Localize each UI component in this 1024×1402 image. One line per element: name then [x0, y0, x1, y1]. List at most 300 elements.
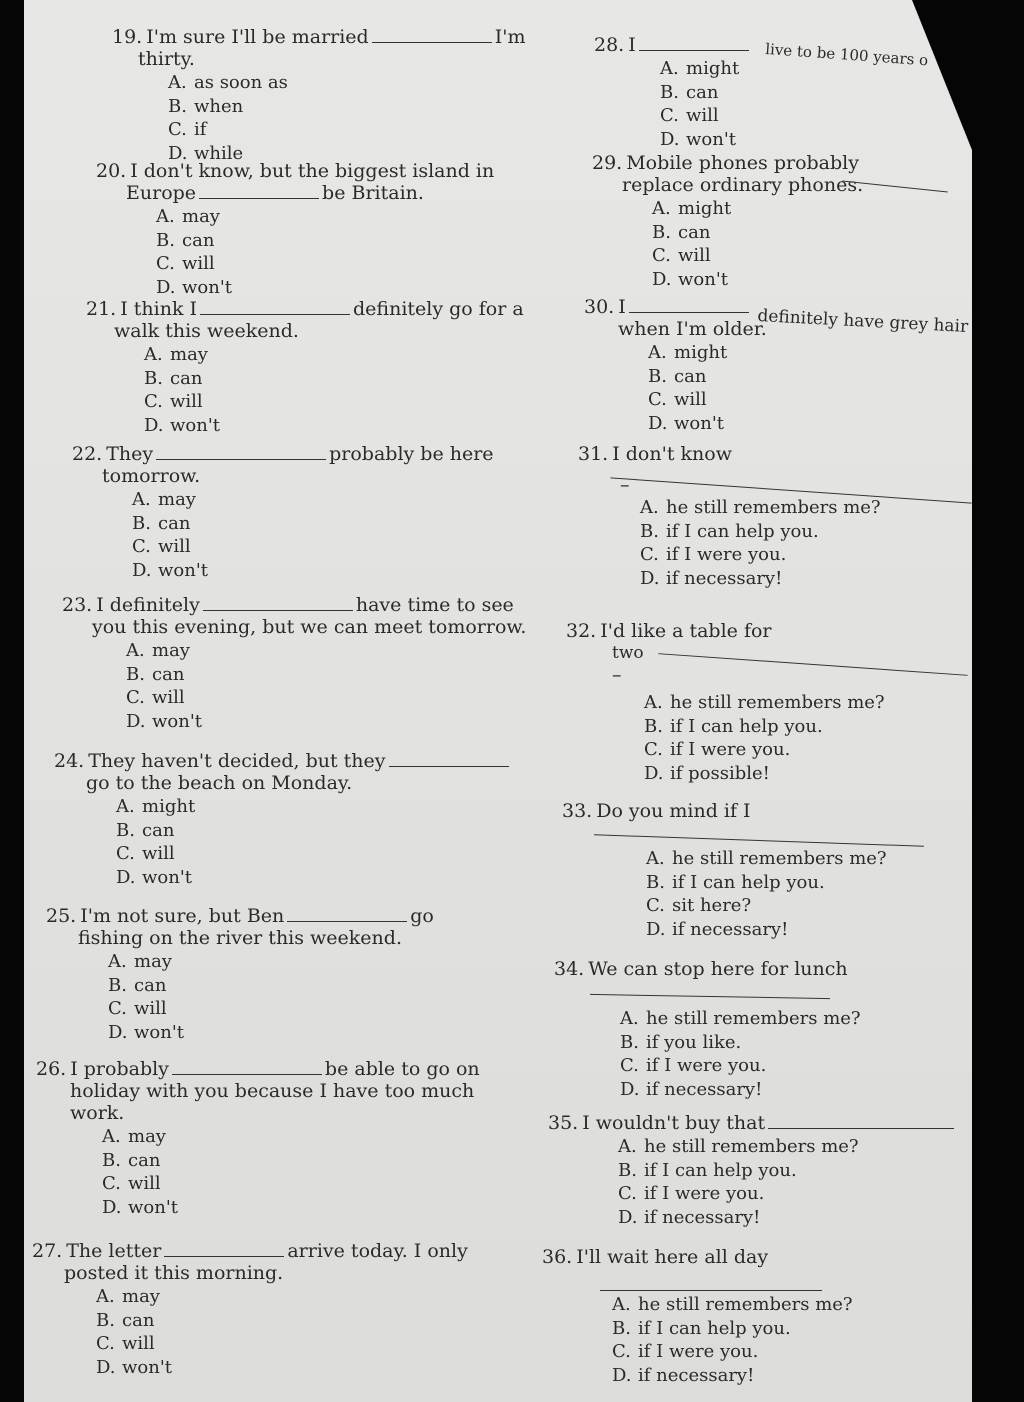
- option-c[interactable]: [126, 687, 526, 711]
- option-a[interactable]: [646, 848, 887, 872]
- question-text-continued: work.: [70, 1102, 125, 1124]
- option-text: can: [158, 512, 191, 534]
- option-text: if I can help you.: [672, 871, 825, 893]
- option-a[interactable]: [102, 1126, 480, 1150]
- answer-blank[interactable]: [600, 1290, 822, 1291]
- option-c[interactable]: [168, 119, 525, 143]
- option-b[interactable]: [108, 975, 434, 999]
- option-letter: A.: [116, 796, 135, 817]
- option-text: if I can help you.: [670, 715, 823, 737]
- option-letter: A.: [644, 692, 663, 713]
- question-30: [584, 296, 767, 436]
- option-text: might: [678, 198, 732, 219]
- question-36: [542, 1246, 853, 1388]
- option-d[interactable]: [620, 1079, 861, 1103]
- option-text: won't: [122, 1356, 173, 1378]
- answer-blank[interactable]: [172, 1060, 322, 1075]
- option-letter: C.: [156, 253, 175, 274]
- options: [578, 497, 881, 591]
- option-c[interactable]: [644, 739, 885, 763]
- option-text: if necessary!: [666, 567, 783, 589]
- question-text: Europe: [126, 182, 197, 204]
- option-d[interactable]: [102, 1197, 480, 1221]
- question-text: arrive today. I only: [287, 1240, 468, 1262]
- option-c[interactable]: [132, 536, 494, 560]
- question-number: 36.: [542, 1246, 573, 1268]
- question-number: 25.: [46, 905, 77, 927]
- option-d[interactable]: [144, 415, 524, 439]
- option-letter: D.: [646, 918, 666, 940]
- question-text: definitely have grey hair: [756, 306, 969, 338]
- question-25: [46, 905, 434, 1045]
- question-text: The letter: [66, 1240, 162, 1262]
- option-letter: B.: [132, 512, 151, 534]
- option-letter: B.: [116, 819, 135, 841]
- option-letter: D.: [168, 142, 188, 164]
- option-text: won't: [128, 1196, 179, 1218]
- question-text: I'm: [494, 26, 526, 48]
- option-text: might: [142, 796, 196, 817]
- option-letter: A.: [126, 640, 145, 661]
- options: [54, 796, 512, 890]
- answer-blank[interactable]: [287, 907, 407, 922]
- option-b[interactable]: [620, 1032, 861, 1056]
- question-text: I think I: [120, 298, 198, 320]
- option-letter: C.: [102, 1173, 121, 1194]
- option-a[interactable]: [648, 342, 767, 366]
- option-letter: B.: [644, 715, 663, 737]
- answer-blank[interactable]: [639, 36, 749, 51]
- option-letter: C.: [640, 544, 659, 565]
- question-27: [32, 1240, 468, 1380]
- option-text: will: [674, 389, 707, 410]
- option-text: won't: [134, 1021, 185, 1043]
- option-letter: D.: [144, 414, 164, 436]
- question-text: definitely go for a: [353, 298, 524, 320]
- question-text: We can stop here for lunch: [588, 958, 848, 980]
- answer-blank[interactable]: [164, 1242, 284, 1257]
- question-text-continued: replace ordinary phones.: [622, 174, 864, 196]
- option-text: he still remembers me?: [646, 1008, 861, 1029]
- option-text: as soon as: [194, 72, 288, 93]
- question-text: be able to go on: [324, 1058, 480, 1080]
- option-d[interactable]: [612, 1365, 853, 1389]
- question-text: They: [106, 443, 154, 465]
- option-text: if I were you.: [666, 544, 787, 565]
- option-text: can: [128, 1149, 161, 1171]
- option-letter: D.: [618, 1206, 638, 1228]
- option-a[interactable]: [156, 206, 494, 230]
- option-b[interactable]: [644, 716, 885, 740]
- answer-blank[interactable]: [372, 28, 492, 43]
- option-a[interactable]: [620, 1008, 861, 1032]
- question-text: I wouldn't buy that: [582, 1112, 766, 1134]
- question-number: 22.: [72, 443, 103, 465]
- option-c[interactable]: [648, 389, 767, 413]
- option-letter: A.: [156, 206, 175, 227]
- option-text: if: [194, 119, 207, 140]
- question-number: 35.: [548, 1112, 579, 1134]
- option-letter: A.: [132, 489, 151, 510]
- option-letter: B.: [108, 974, 127, 996]
- option-text: won't: [152, 710, 203, 732]
- option-letter: D.: [156, 276, 176, 298]
- option-text: if necessary!: [644, 1206, 761, 1228]
- option-text: he still remembers me?: [638, 1294, 853, 1315]
- option-letter: B.: [652, 221, 671, 243]
- question-text: Do you mind if I: [596, 800, 751, 822]
- option-text: will: [152, 687, 185, 708]
- option-a[interactable]: [168, 72, 525, 96]
- option-letter: D.: [660, 128, 680, 150]
- option-letter: B.: [620, 1031, 639, 1053]
- dash-mark: –: [612, 664, 622, 686]
- question-text: I'd like a table for: [600, 620, 772, 642]
- option-letter: A.: [646, 848, 665, 869]
- question-number: 27.: [32, 1240, 63, 1262]
- option-d[interactable]: [648, 413, 767, 437]
- option-text: if I can help you.: [638, 1317, 791, 1339]
- option-b[interactable]: [102, 1150, 480, 1174]
- option-a[interactable]: [618, 1136, 957, 1160]
- question-number: 34.: [554, 958, 585, 980]
- option-letter: B.: [640, 520, 659, 542]
- option-c[interactable]: [144, 391, 524, 415]
- option-text: can: [122, 1309, 155, 1331]
- question-text: I'll wait here all day: [576, 1246, 769, 1268]
- option-text: if I were you.: [670, 739, 791, 760]
- option-text: will: [678, 245, 711, 266]
- option-c[interactable]: [618, 1183, 957, 1207]
- option-a[interactable]: [126, 640, 526, 664]
- option-letter: C.: [144, 391, 163, 412]
- question-19: [112, 26, 525, 166]
- option-text: will: [128, 1173, 161, 1194]
- option-c[interactable]: [96, 1333, 468, 1357]
- question-23: [62, 594, 526, 734]
- question-text-continued: two: [612, 643, 644, 663]
- option-a[interactable]: [96, 1286, 468, 1310]
- option-letter: B.: [660, 81, 679, 103]
- answer-blank[interactable]: [389, 752, 509, 767]
- option-text: might: [686, 58, 740, 79]
- answer-blank[interactable]: [629, 298, 749, 313]
- question-text: I'm not sure, but Ben: [80, 905, 285, 927]
- option-letter: D.: [96, 1356, 116, 1378]
- option-text: will: [134, 998, 167, 1019]
- option-text: if I can help you.: [644, 1159, 797, 1181]
- options: [594, 58, 752, 152]
- option-d[interactable]: [640, 568, 881, 592]
- answer-blank[interactable]: [156, 445, 326, 460]
- option-letter: D.: [652, 268, 672, 290]
- option-letter: B.: [646, 871, 665, 893]
- question-number: 29.: [592, 152, 623, 174]
- option-text: he still remembers me?: [672, 848, 887, 869]
- question-number: 26.: [36, 1058, 67, 1080]
- option-a[interactable]: [132, 489, 494, 513]
- option-b[interactable]: [660, 82, 752, 106]
- options: [592, 198, 863, 292]
- option-letter: C.: [646, 895, 665, 916]
- options: [62, 640, 526, 734]
- option-text: will: [158, 536, 191, 557]
- option-text: may: [152, 640, 190, 661]
- option-a[interactable]: [116, 796, 512, 820]
- question-number: 31.: [578, 443, 609, 465]
- question-number: 30.: [584, 296, 615, 318]
- option-letter: C.: [618, 1183, 637, 1204]
- option-a[interactable]: [660, 58, 752, 82]
- option-text: he still remembers me?: [644, 1136, 859, 1157]
- option-text: can: [686, 81, 719, 103]
- option-d[interactable]: [116, 867, 512, 891]
- question-35: [548, 1112, 957, 1230]
- option-letter: A.: [652, 198, 671, 219]
- option-text: can: [678, 221, 711, 243]
- question-text: I don't know, but the biggest island in: [130, 160, 495, 182]
- question-text: go: [410, 905, 434, 927]
- option-text: won't: [686, 128, 737, 150]
- question-text: be Britain.: [322, 182, 424, 204]
- options: [32, 1286, 468, 1380]
- option-text: won't: [674, 412, 725, 434]
- question-26: [36, 1058, 480, 1220]
- question-text-continued: fishing on the river this weekend.: [78, 927, 402, 949]
- option-b[interactable]: [144, 368, 524, 392]
- option-text: if necessary!: [646, 1078, 763, 1100]
- question-text: have time to see: [355, 594, 514, 616]
- option-letter: A.: [612, 1294, 631, 1315]
- option-text: he still remembers me?: [666, 497, 881, 518]
- option-d[interactable]: [156, 277, 494, 301]
- question-text: live to be 100 years o: [764, 40, 929, 70]
- option-d[interactable]: [644, 763, 885, 787]
- option-text: won't: [678, 268, 729, 290]
- option-d[interactable]: [108, 1022, 434, 1046]
- option-text: sit here?: [672, 895, 752, 916]
- option-letter: B.: [168, 95, 187, 117]
- option-text: will: [686, 105, 719, 126]
- question-text: I probably: [70, 1058, 169, 1080]
- option-c[interactable]: [108, 998, 434, 1022]
- option-d[interactable]: [126, 711, 526, 735]
- question-20: [96, 160, 494, 300]
- answer-blank[interactable]: [199, 184, 319, 199]
- option-letter: A.: [168, 72, 187, 93]
- question-32: [566, 620, 885, 786]
- option-letter: D.: [116, 866, 136, 888]
- options: [96, 206, 494, 300]
- question-28: [594, 34, 752, 152]
- question-number: 24.: [54, 750, 85, 772]
- option-letter: C.: [644, 739, 663, 760]
- option-b[interactable]: [156, 230, 494, 254]
- option-letter: D.: [126, 710, 146, 732]
- question-number: 21.: [86, 298, 117, 320]
- option-letter: B.: [156, 229, 175, 251]
- option-b[interactable]: [618, 1160, 957, 1184]
- option-text: can: [674, 365, 707, 387]
- option-text: will: [182, 253, 215, 274]
- question-number: 23.: [62, 594, 93, 616]
- option-letter: D.: [612, 1364, 632, 1386]
- option-a[interactable]: [144, 344, 524, 368]
- option-b[interactable]: [168, 96, 525, 120]
- question-text-continued: when I'm older.: [618, 318, 767, 340]
- page-corner-shadow: [912, 0, 972, 150]
- option-letter: C.: [96, 1333, 115, 1354]
- option-letter: C.: [132, 536, 151, 557]
- option-c[interactable]: [652, 245, 863, 269]
- options: [548, 1136, 957, 1230]
- option-text: won't: [158, 559, 209, 581]
- question-number: 20.: [96, 160, 127, 182]
- option-a[interactable]: [640, 497, 881, 521]
- option-text: will: [142, 843, 175, 864]
- option-letter: D.: [132, 559, 152, 581]
- option-text: may: [158, 489, 196, 510]
- option-text: may: [170, 344, 208, 365]
- question-34: [554, 958, 861, 1102]
- option-letter: C.: [648, 389, 667, 410]
- option-letter: A.: [640, 497, 659, 518]
- option-letter: D.: [102, 1196, 122, 1218]
- option-text: can: [170, 367, 203, 389]
- question-31: [578, 443, 881, 591]
- option-b[interactable]: [132, 513, 494, 537]
- option-c[interactable]: [640, 544, 881, 568]
- question-number: 32.: [566, 620, 597, 642]
- answer-blank[interactable]: [200, 300, 350, 315]
- question-number: 33.: [562, 800, 593, 822]
- options: [562, 848, 887, 942]
- option-text: if possible!: [670, 762, 770, 784]
- option-letter: B.: [102, 1149, 121, 1171]
- option-text: may: [182, 206, 220, 227]
- option-text: can: [134, 974, 167, 996]
- option-letter: A.: [618, 1136, 637, 1157]
- option-c[interactable]: [620, 1055, 861, 1079]
- option-b[interactable]: [648, 366, 767, 390]
- option-letter: B.: [126, 663, 145, 685]
- answer-blank[interactable]: [768, 1114, 954, 1129]
- options: [86, 344, 524, 438]
- question-text: They haven't decided, but they: [88, 750, 386, 772]
- dash-mark: –: [620, 474, 630, 496]
- option-c[interactable]: [102, 1173, 480, 1197]
- option-letter: D.: [620, 1078, 640, 1100]
- option-letter: A.: [620, 1008, 639, 1029]
- question-text: Mobile phones probably: [626, 152, 859, 174]
- option-a[interactable]: [612, 1294, 853, 1318]
- option-text: may: [122, 1286, 160, 1307]
- answer-blank[interactable]: [203, 596, 353, 611]
- option-c[interactable]: [660, 105, 752, 129]
- options: [46, 951, 434, 1045]
- option-a[interactable]: [108, 951, 434, 975]
- option-d[interactable]: [652, 269, 863, 293]
- question-text-continued: tomorrow.: [102, 465, 201, 487]
- option-b[interactable]: [116, 820, 512, 844]
- option-letter: A.: [96, 1286, 115, 1307]
- option-text: won't: [170, 414, 221, 436]
- option-text: might: [674, 342, 728, 363]
- option-text: if I were you.: [638, 1341, 759, 1362]
- question-text-continued: holiday with you because I have too much: [70, 1080, 475, 1102]
- option-text: if I were you.: [646, 1055, 767, 1076]
- option-b[interactable]: [126, 664, 526, 688]
- question-24: [54, 750, 512, 890]
- option-letter: A.: [660, 58, 679, 79]
- option-a[interactable]: [644, 692, 885, 716]
- option-letter: C.: [612, 1341, 631, 1362]
- option-d[interactable]: [660, 129, 752, 153]
- option-letter: A.: [108, 951, 127, 972]
- option-text: he still remembers me?: [670, 692, 885, 713]
- option-d[interactable]: [96, 1357, 468, 1381]
- options: [542, 1294, 853, 1388]
- option-d[interactable]: [618, 1207, 957, 1231]
- question-text-continued: posted it this morning.: [64, 1262, 284, 1284]
- worksheet-page: [24, 0, 972, 1402]
- question-21: [86, 298, 524, 438]
- option-c[interactable]: [116, 843, 512, 867]
- option-text: can: [182, 229, 215, 251]
- option-letter: D.: [648, 412, 668, 434]
- option-letter: D.: [640, 567, 660, 589]
- option-letter: D.: [108, 1021, 128, 1043]
- option-letter: B.: [96, 1309, 115, 1331]
- question-33: [562, 800, 887, 942]
- option-text: won't: [182, 276, 233, 298]
- option-letter: C.: [660, 105, 679, 126]
- option-b[interactable]: [640, 521, 881, 545]
- question-text-continued: thirty.: [138, 48, 195, 70]
- option-text: will: [122, 1333, 155, 1354]
- question-text-continued: go to the beach on Monday.: [86, 772, 353, 794]
- option-text: if necessary!: [672, 918, 789, 940]
- options: [584, 342, 767, 436]
- question-text-continued: you this evening, but we can meet tomorrow.: [92, 616, 527, 638]
- option-text: while: [194, 142, 244, 164]
- option-letter: C.: [168, 119, 187, 140]
- question-text: probably be here: [329, 443, 494, 465]
- option-b[interactable]: [612, 1318, 853, 1342]
- question-text: I: [618, 296, 626, 318]
- option-c[interactable]: [156, 253, 494, 277]
- option-d[interactable]: [132, 560, 494, 584]
- option-letter: A.: [648, 342, 667, 363]
- options: [36, 1126, 480, 1220]
- options: [72, 489, 494, 583]
- option-letter: B.: [144, 367, 163, 389]
- option-text: when: [194, 95, 244, 117]
- option-text: can: [152, 663, 185, 685]
- option-c[interactable]: [612, 1341, 853, 1365]
- option-b[interactable]: [646, 872, 887, 896]
- options: [566, 692, 885, 786]
- option-b[interactable]: [652, 222, 863, 246]
- option-letter: C.: [108, 998, 127, 1019]
- option-b[interactable]: [96, 1310, 468, 1334]
- question-text: I'm sure I'll be married: [146, 26, 369, 48]
- option-a[interactable]: [652, 198, 863, 222]
- option-letter: B.: [648, 365, 667, 387]
- question-text: I don't know: [612, 443, 732, 465]
- option-c[interactable]: [646, 895, 887, 919]
- option-d[interactable]: [646, 919, 887, 943]
